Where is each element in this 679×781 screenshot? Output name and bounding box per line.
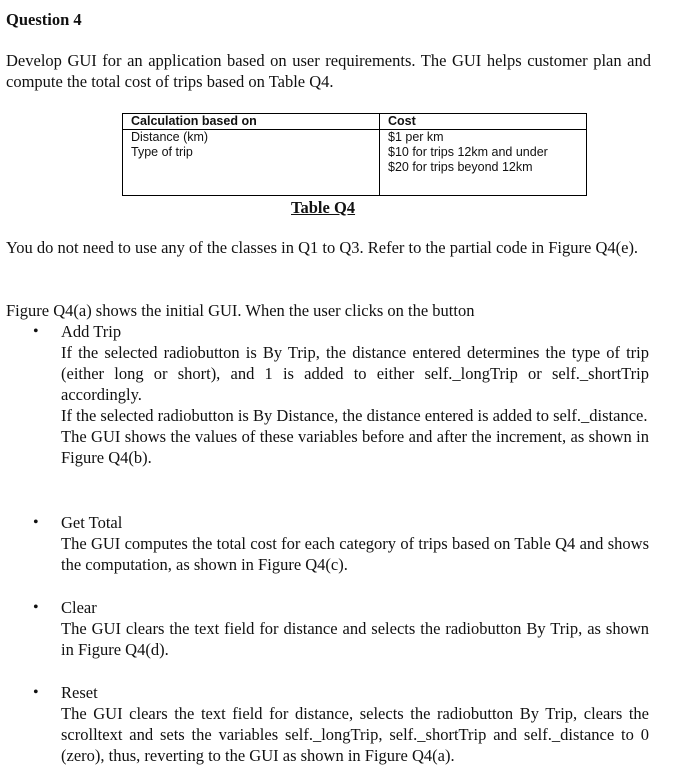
item-paragraph: The GUI computes the total cost for each category of trips based on Table Q4 and shows the computation, as shown in Figure Q4(c). xyxy=(61,534,649,574)
table-cell: Type of trip xyxy=(123,145,380,195)
table-cell: Distance (km) xyxy=(123,130,380,146)
lead-paragraph: Figure Q4(a) shows the initial GUI. When the user clicks on the button xyxy=(6,301,475,320)
table-row xyxy=(123,145,587,195)
item-paragraph: The GUI clears the text field for distance and selects the radiobutton By Trip, as shown in Figure Q4(d). xyxy=(61,619,649,659)
item-title: Add Trip xyxy=(61,322,122,341)
table-caption: Table Q4 xyxy=(291,198,356,217)
bullet-icon: • xyxy=(33,599,39,616)
item-body xyxy=(61,618,649,660)
cost-table xyxy=(122,113,587,196)
item-paragraph: The GUI clears the text field for distance, selects the radiobutton By Trip, clears the scrolltext and sets the variables self._longTrip, self._shortTrip and self._distance to 0 (zero), thus, reverting to the GUI as shown in Figure Q4(a). xyxy=(61,704,649,765)
note-paragraph: You do not need to use any of the classes in Q1 to Q3. Refer to the partial code in Figure Q4(e). xyxy=(6,238,639,257)
item-paragraph: If the selected radiobutton is By Trip, the distance entered determines the type of trip (either long or short), and 1 is added to either self._longTrip or self._shortTrip accordingly. xyxy=(61,343,649,404)
item-title: Reset xyxy=(61,683,98,702)
item-body xyxy=(61,703,649,766)
table-cell xyxy=(380,145,587,195)
cost-line: $10 for trips 12km and under xyxy=(388,145,548,159)
item-paragraph: If the selected radiobutton is By Distance, the distance entered is added to self._distance. xyxy=(61,406,648,425)
item-body xyxy=(61,342,649,468)
table-header-calculation: Calculation based on xyxy=(123,114,380,130)
item-title: Clear xyxy=(61,598,97,617)
intro-paragraph: Develop GUI for an application based on user requirements. The GUI helps customer plan and compute the total cost of trips based on Table Q4. xyxy=(6,51,651,91)
bullet-icon: • xyxy=(33,323,39,340)
cost-line: $20 for trips beyond 12km xyxy=(388,160,533,174)
item-paragraph: The GUI shows the values of these variables before and after the increment, as shown in Figure Q4(b). xyxy=(61,427,649,467)
item-title: Get Total xyxy=(61,513,123,532)
table-header-row xyxy=(123,114,587,130)
table-cell: $1 per km xyxy=(380,130,587,146)
table-row xyxy=(123,130,587,146)
bullet-icon: • xyxy=(33,514,39,531)
table-header-cost: Cost xyxy=(380,114,587,130)
item-body xyxy=(61,533,649,575)
bullet-icon: • xyxy=(33,684,39,701)
question-heading: Question 4 xyxy=(6,10,82,29)
